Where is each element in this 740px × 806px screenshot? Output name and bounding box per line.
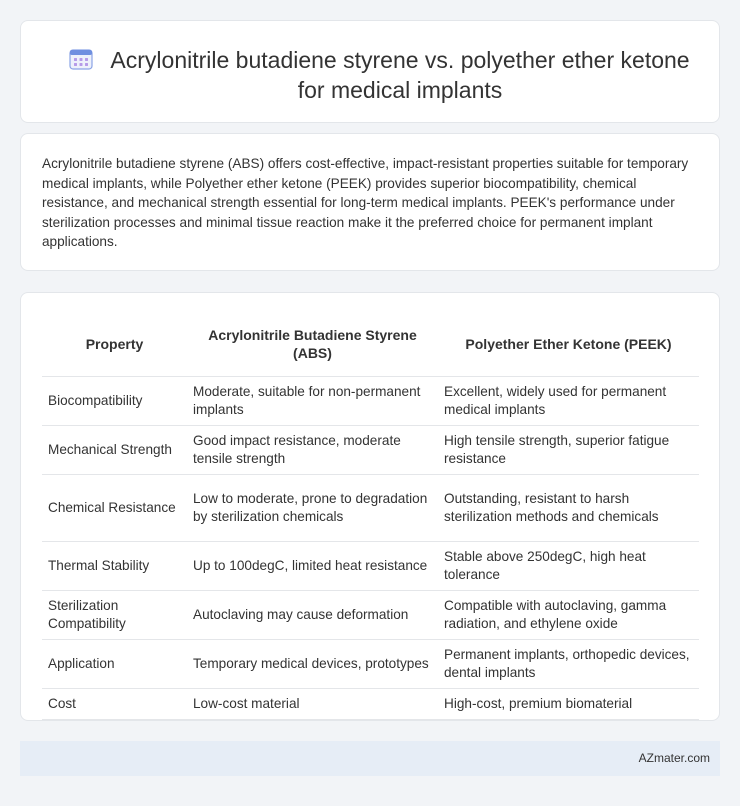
footer-brand[interactable]: AZmater.com (638, 751, 710, 765)
property-cell: Biocompatibility (42, 376, 187, 425)
peek-cell: Outstanding, resistant to harsh sterilization methods and chemicals (438, 474, 699, 541)
peek-cell: Permanent implants, orthopedic devices, dental implants (438, 639, 699, 688)
table-row (42, 425, 699, 474)
abs-cell: Autoclaving may cause deformation (187, 590, 438, 639)
calendar-icon (68, 47, 94, 71)
peek-cell: High tensile strength, superior fatigue resistance (438, 425, 699, 474)
title-card (20, 20, 720, 123)
property-cell: Application (42, 639, 187, 688)
summary-paragraph: Acrylonitrile butadiene styrene (ABS) offers cost-effective, impact-resistant properties suitable for temporary medical implants, while Polyether ether ketone (PEEK) provides superior biocompatibility, chemical resistance, and mechanical strength essential for long-term medical implants. PEEK's performance under sterilization processes and minimal tissue reaction make it the preferred choice for permanent implant applications. (42, 156, 689, 250)
header-property: Property (42, 313, 187, 376)
abs-cell: Temporary medical devices, prototypes (187, 639, 438, 688)
comparison-table-card (20, 292, 720, 721)
property-cell: Sterilization Compatibility (42, 590, 187, 639)
table-row (42, 639, 699, 688)
peek-cell: Compatible with autoclaving, gamma radiation, and ethylene oxide (438, 590, 699, 639)
abs-cell: Low-cost material (187, 688, 438, 719)
footer-bar (20, 741, 720, 776)
peek-cell: Stable above 250degC, high heat tolerance (438, 541, 699, 590)
property-cell: Thermal Stability (42, 541, 187, 590)
header-peek: Polyether Ether Ketone (PEEK) (438, 313, 699, 376)
peek-cell: Excellent, widely used for permanent medical implants (438, 376, 699, 425)
property-cell: Mechanical Strength (42, 425, 187, 474)
table-header-row (42, 313, 699, 376)
comparison-table (42, 313, 699, 720)
header-abs: Acrylonitrile Butadiene Styrene (ABS) (187, 313, 438, 376)
abs-cell: Up to 100degC, limited heat resistance (187, 541, 438, 590)
summary-card (20, 133, 720, 271)
peek-cell: High-cost, premium biomaterial (438, 688, 699, 719)
property-cell: Cost (42, 688, 187, 719)
abs-cell: Moderate, suitable for non-permanent implants (187, 376, 438, 425)
table-row (42, 590, 699, 639)
abs-cell: Low to moderate, prone to degradation by sterilization chemicals (187, 474, 438, 541)
table-row (42, 688, 699, 719)
table-row (42, 376, 699, 425)
property-cell: Chemical Resistance (42, 474, 187, 541)
abs-cell: Good impact resistance, moderate tensile strength (187, 425, 438, 474)
page-title: Acrylonitrile butadiene styrene vs. polyether ether ketone for medical implants (110, 47, 690, 103)
table-row (42, 541, 699, 590)
table-row (42, 474, 699, 541)
